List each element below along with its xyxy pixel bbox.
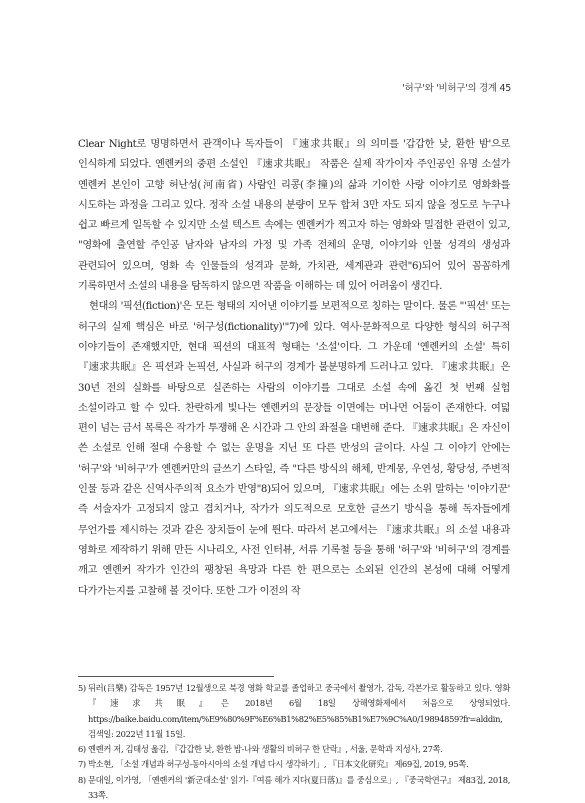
footnote — [78, 773, 510, 803]
footnote — [78, 742, 510, 757]
footnote-text: 옌롄커 저, 김태성 옮김, 『갑갑한 낮, 환한 밤-나와 생활의 비허구 한 단락』, 서울, 문학과 지성사, 27쪽. — [88, 744, 443, 755]
footnote-number: 5) — [78, 683, 86, 693]
footnote-number: 6) — [78, 744, 86, 755]
footnote — [78, 757, 510, 772]
body-paragraph: 현대의 '픽션(fiction)'은 모든 형태의 지어낸 이야기를 보편적으로 칭하는 말이다. 물론 "'픽션' 또는 허구의 실제 핵심은 바로 '허구성(fictionality)'"7)에 있다. 역사·문화적으로 다양한 형식의 허구적 이야기들이 존재했지만, 현대 픽션의 대표적 형태는 '소설'이다. 그 가운데 '옌롄커의 소설' 특히 『速求共眠』은 픽션과 논픽션, 사실과 허구의 경계가 불분명하게 드러나고 있다. 『速求共眠』은 30년 전의 실화를 바탕으로 실존하는 사람의 이야기를 그대로 소설 속에 옮긴 첫 번째 실험 소설이라고 할 수 있다. 찬란하게 빛나는 옌롄커의 문장들 이면에는 머나먼 어둠이 존재한다. 여덟 편이 넘는 금서 목록은 작가가 투쟁해 온 시간과 그 안의 좌절을 대변해 준다. 『速求共眠』은 자신이 쓴 소설로 인해 절대 수용할 수 없는 운명을 지닌 또 다른 반성의 글이다. 사실 그 이야기 안에는 '허구'와 '비허구'가 옌롄커만의 글쓰기 스타일, 즉 "다른 방식의 해체, 반계몽, 우연성, 황당성, 주변적 인물 등과 같은 신역사주의적 요소가 반영"8)되어 있으며, 『速求共眠』에는 소위 말하는 '이야기꾼' 즉 서술자가 고정되지 않고 겹치거나, 작가가 의도적으로 모호한 글쓰기 방식을 통해 독자들에게 무언가를 제시하는 것과 같은 장치들이 눈에 띈다. 따라서 본고에서는 『速求共眠』의 소설 내용과 영화로 제작하기 위해 만든 시나리오, 사전 인터뷰, 서류 기록철 등을 통해 '허구'와 '비허구'의 경계를 깨고 옌롄커 작가가 인간의 팽창된 욕망과 다른 한 편으로는 소외된 인간의 본성에 대해 어떻게 다가가는지를 고찰해 볼 것이다. 또한 그가 이전의 작 — [78, 301, 510, 597]
footnote-text: 박소현, 「소설 개념과 허구성-동아시아의 소설 개념 다시 생각하기」, 『日本文化研究』 제69집, 2019, 95쪽. — [88, 759, 469, 770]
body-text — [78, 135, 510, 602]
footnotes — [78, 681, 510, 803]
footnote-number: 8) — [78, 774, 86, 785]
footnote-divider — [78, 676, 274, 677]
body-paragraph: Clear Night로 명명하면서 관객이나 독자들이 『速求共眠』의 의미를 '갑갑한 낮, 환한 밤'으로 인식하게 되었다. 옌롄커의 중편 소설인 『速求共眠』 작품은 실제 작가이자 주인공인 유명 소설가 옌롄커 본인이 고향 허난성(河南省) 사람인 리콩(李撞)의 삶과 기이한 사랑 이야기로 영화화를 시도하는 과정을 그리고 있다. 정작 소설 내용의 분량이 모두 합쳐 3만 자도 되지 않을 정도로 누구나 쉽고 빠르게 일독할 수 있지만 소설 텍스트 속에는 옌롄커가 찍고자 하는 영화와 밀접한 관련이 있고, "영화에 출연할 주인공 남자와 남자의 가정 및 가족 전체의 운명, 이야기와 인물 성격의 생성과 관련되어 있으며, 영화 속 인물들의 성격과 문화, 가치관, 세계관과 관련"6)되어 있어 꼼꼼하게 기록하면서 소설의 내용을 탐독하지 않으면 작품을 이해하는 데 있어 어려움이 생긴다. — [78, 139, 510, 293]
footnote-text: 문대일, 이가영, 「옌롄커의 '新군대소설' 읽기-『여름 해가 지다(夏日落)』를 중심으로」, 『중국학연구』 제83집, 2018, 33쪽. — [88, 774, 510, 801]
footnote — [78, 681, 510, 742]
footnote-text: 뒤러(吕樂) 감독은 1957년 12월생으로 북경 영화 학교를 졸업하고 중국에서 촬영가, 감독, 각본가로 활동하고 있다. 영화 『速求共眠』은 2018년 6월 18일 상해영화제에서 처음으로 상영되었다. https://baike.baidu.com/item/%E9%80%9F%E6%B1%82%E5%85%B1%E7%9C%A0/19894859?fr=alddin, 검색일: 2022년 11월 15일. — [88, 683, 510, 739]
running-header: '허구'와 '비허구'의 경계 45 — [402, 83, 511, 94]
footnote-number: 7) — [78, 759, 86, 770]
